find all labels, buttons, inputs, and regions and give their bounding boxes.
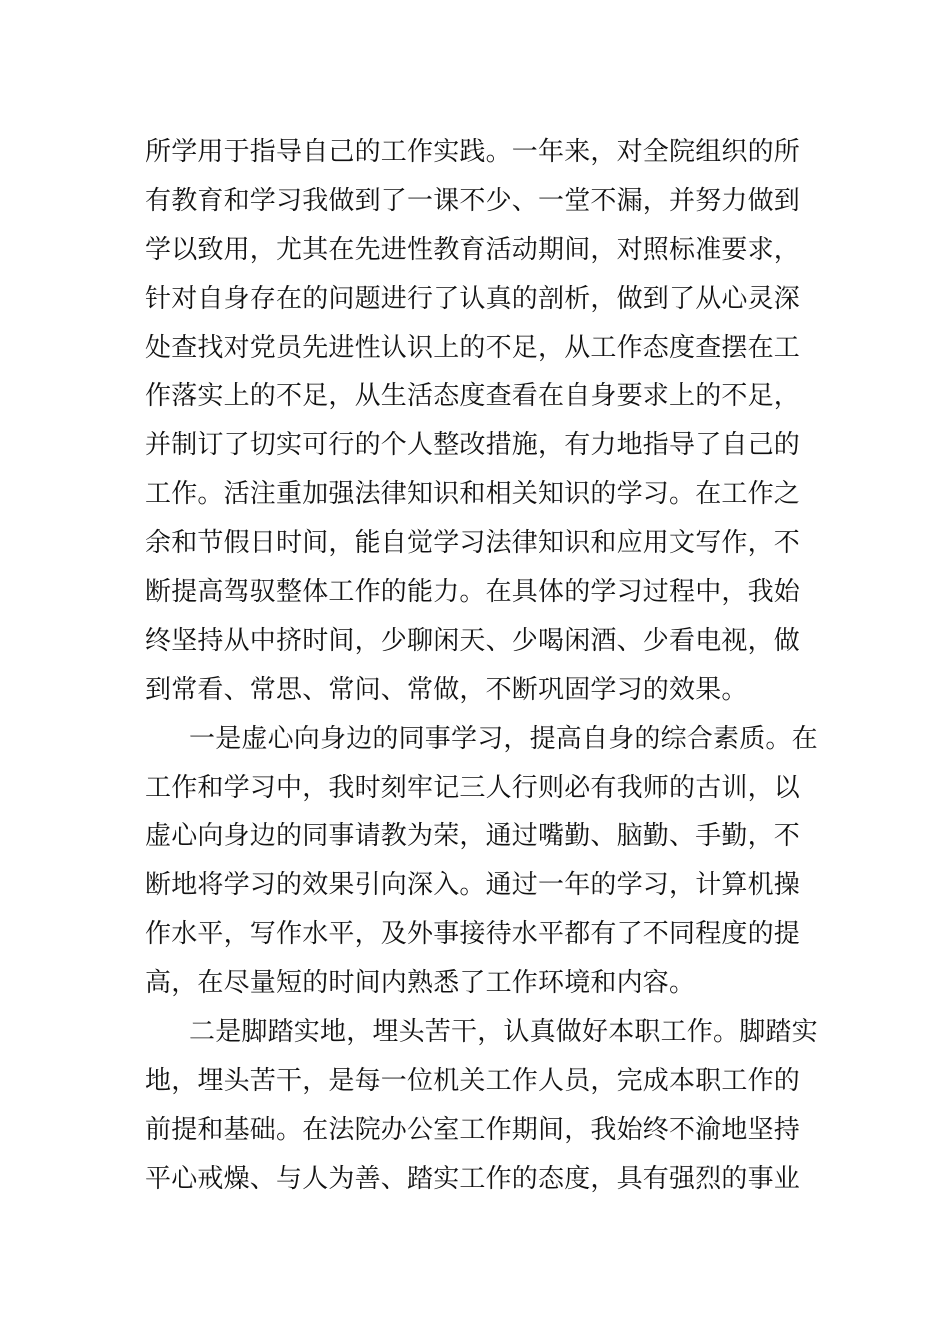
text-line-13: 一是虚心向身边的同事学习，提高自身的综合素质。在 — [189, 723, 818, 754]
text-line-7: 并制订了切实可行的个人整改措施，有力地指导了自己的 — [145, 430, 801, 461]
text-line-22: 平心戒燥、与人为善、踏实工作的态度，具有强烈的事业 — [145, 1163, 801, 1194]
text-line-1: 所学用于指导自己的工作实践。一年来，对全院组织的所 — [145, 137, 801, 167]
text-line-19: 二是脚踏实地，埋头苦干，认真做好本职工作。脚踏实 — [189, 1017, 818, 1048]
text-line-2: 有教育和学习我做到了一课不少、一堂不漏，并努力做到 — [145, 185, 801, 216]
text-line-15: 虚心向身边的同事请教为荣，通过嘴勤、脑勤、手勤，不 — [145, 821, 801, 852]
text-line-8: 工作。活注重加强法律知识和相关知识的学习。在工作之 — [145, 479, 801, 510]
text-line-5: 处查找对党员先进性认识上的不足，从工作态度查摆在工 — [145, 332, 801, 363]
text-line-3: 学以致用，尤其在先进性教育活动期间，对照标准要求， — [145, 234, 801, 265]
text-line-14: 工作和学习中，我时刻牢记三人行则必有我师的古训，以 — [145, 772, 801, 803]
text-line-12: 到常看、常思、常问、常做，不断巩固学习的效果。 — [145, 674, 748, 705]
text-line-9: 余和节假日时间，能自觉学习法律知识和应用文写作，不 — [145, 528, 801, 559]
body-text — [145, 128, 818, 1204]
text-line-21: 前提和基础。在法院办公室工作期间，我始终不渝地坚持 — [145, 1114, 801, 1145]
text-line-6: 作落实上的不足，从生活态度查看在自身要求上的不足， — [145, 381, 801, 412]
text-line-18: 高，在尽量短的时间内熟悉了工作环境和内容。 — [145, 968, 696, 999]
text-line-10: 断提高驾驭整体工作的能力。在具体的学习过程中，我始 — [145, 577, 801, 608]
text-line-4: 针对自身存在的问题进行了认真的剖析，做到了从心灵深 — [145, 283, 801, 314]
text-line-20: 地，埋头苦干，是每一位机关工作人员，完成本职工作的 — [145, 1065, 801, 1096]
text-line-11: 终坚持从中挤时间，少聊闲天、少喝闲酒、少看电视，做 — [145, 625, 801, 656]
text-line-17: 作水平，写作水平，及外事接待水平都有了不同程度的提 — [145, 919, 801, 950]
text-line-16: 断地将学习的效果引向深入。通过一年的学习，计算机操 — [145, 870, 801, 901]
